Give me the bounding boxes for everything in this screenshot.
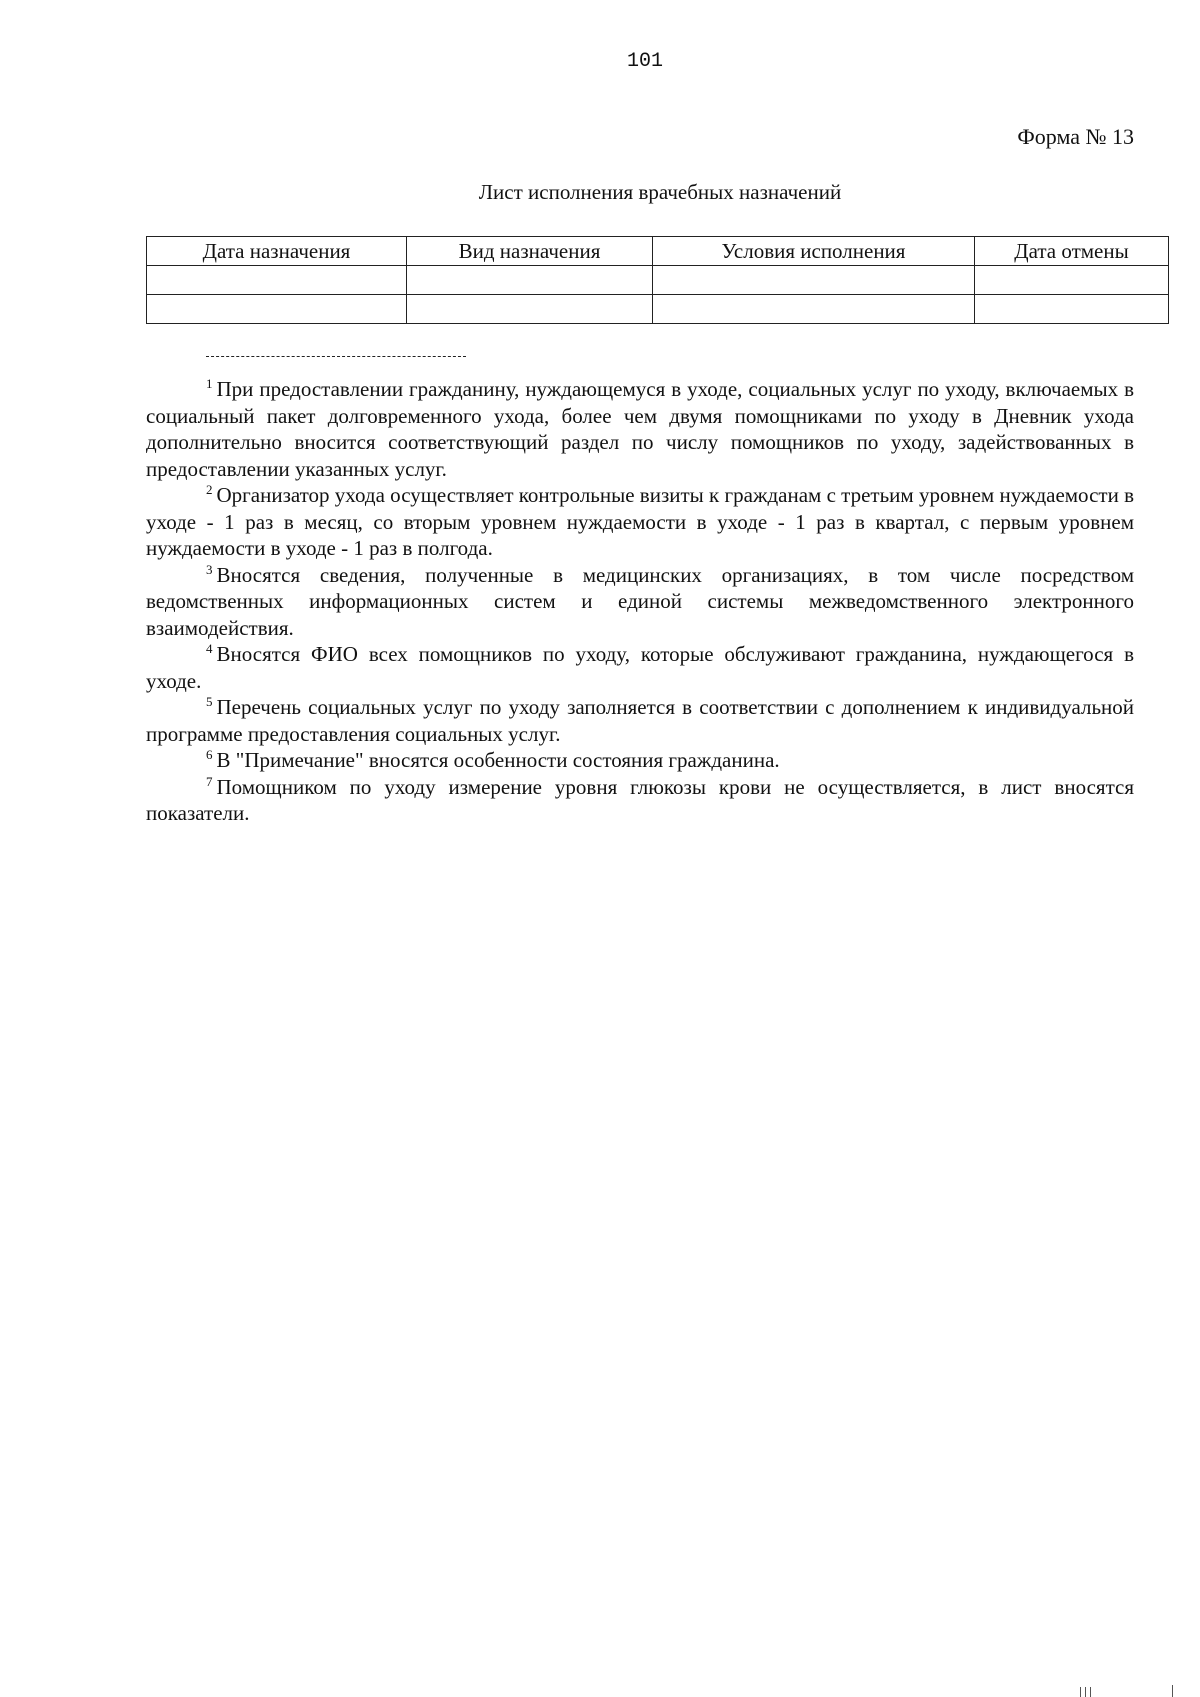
scan-artifact <box>1085 1687 1086 1697</box>
footnotes <box>146 376 1134 827</box>
table-cell[interactable] <box>407 266 653 295</box>
footnote-text: Помощником по уходу измерение уровня глюкозы крови не осуществляется, в лист вносятся показатели. <box>146 774 1134 825</box>
footnote-3 <box>146 562 1134 642</box>
header-execution-conditions: Условия исполнения <box>653 237 975 266</box>
table-cell[interactable] <box>653 295 975 324</box>
table-row <box>147 266 1169 295</box>
footnote-1 <box>146 376 1134 482</box>
footnote-text: Организатор ухода осуществляет контрольные визиты к гражданам с третьим уровнем нуждаемости в уходе - 1 раз в месяц, со вторым уровнем нуждаемости в уходе - 1 раз в квартал, с первым уровнем нуждаемости в уходе - 1 раз в полгода. <box>146 483 1134 560</box>
footnote-mark: 5 <box>206 694 213 709</box>
footnote-text: В "Примечание" вносятся особенности состояния гражданина. <box>216 748 780 772</box>
header-cancel-date: Дата отмены <box>975 237 1169 266</box>
scan-artifact <box>1090 1687 1091 1697</box>
footnote-mark: 2 <box>206 482 213 497</box>
document-title: Лист исполнения врачебных назначений <box>478 180 842 204</box>
form-number: Форма № 13 <box>1017 124 1134 149</box>
footnote-text: При предоставлении гражданину, нуждающемуся в уходе, социальных услуг по уходу, включаемых в социальный пакет долговременного ухода, более чем двумя помощниками по уходу в Дневник ухода дополнительно вносится соответствующий раздел по числу помощников по уходу, задействованных в предоставлении указанных услуг. <box>146 377 1134 481</box>
table-cell[interactable] <box>147 266 407 295</box>
table-header-row <box>147 237 1169 266</box>
footnote-mark: 7 <box>206 773 213 789</box>
table-cell[interactable] <box>147 295 407 324</box>
table-cell[interactable] <box>975 295 1169 324</box>
footnote-text: Вносятся сведения, полученные в медицинских организациях, в том числе посредством ведомственных информационных систем и единой системы межведомственного электронного взаимодействия. <box>146 562 1134 640</box>
footnote-mark: 3 <box>206 561 213 577</box>
footnote-mark: 1 <box>206 376 213 391</box>
footnote-6 <box>146 747 1134 774</box>
header-appointment-date: Дата назначения <box>147 237 407 266</box>
footnote-2 <box>146 482 1134 562</box>
footnote-7 <box>146 774 1134 827</box>
footnote-text: Вносятся ФИО всех помощников по уходу, которые обслуживают гражданина, нуждающегося в уходе. <box>146 642 1134 693</box>
footnote-text: Перечень социальных услуг по уходу заполняется в соответствии с дополнением к индивидуальной программе предоставления социальных услуг. <box>146 695 1134 746</box>
page-number: 101 <box>626 50 663 73</box>
table-cell[interactable] <box>653 266 975 295</box>
execution-table <box>146 236 1169 324</box>
footnote-5 <box>146 694 1134 747</box>
footnote-4 <box>146 641 1134 694</box>
scan-artifact <box>1172 1685 1173 1697</box>
table-cell[interactable] <box>975 266 1169 295</box>
footnote-separator <box>206 356 466 357</box>
table-cell[interactable] <box>407 295 653 324</box>
footnote-mark: 6 <box>206 747 213 762</box>
scan-artifact <box>1080 1687 1081 1697</box>
header-appointment-type: Вид назначения <box>407 237 653 266</box>
footnote-mark: 4 <box>206 641 213 656</box>
table-row <box>147 295 1169 324</box>
